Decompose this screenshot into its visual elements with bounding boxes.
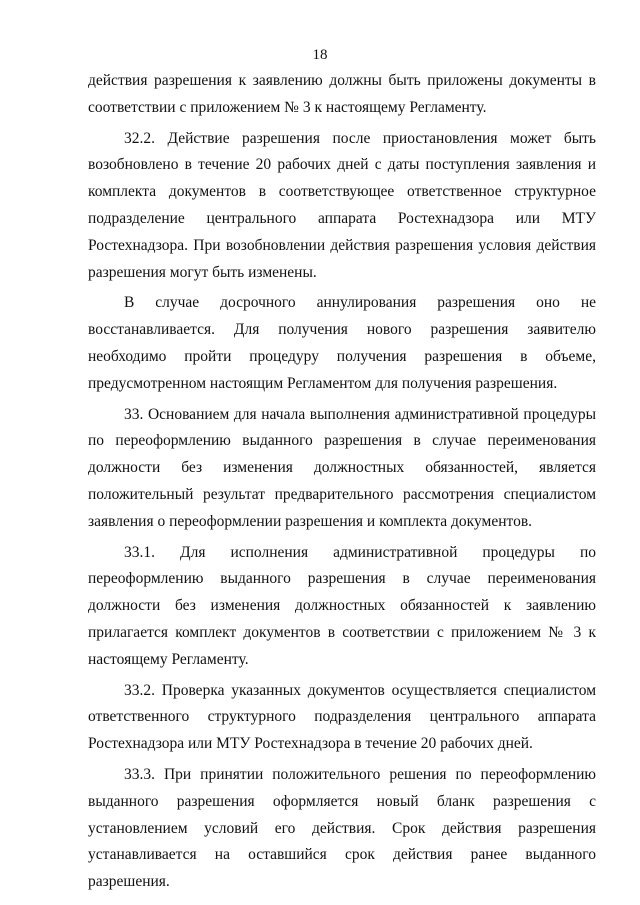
page-number: 18 bbox=[312, 47, 328, 63]
paragraph-33-2: 33.2. Проверка указанных документов осуществляется специалистом ответственного структурного подразделения центрального аппарата Ростехнадзора или МТУ Ростехнадзора в течение 20 рабочих дней. bbox=[88, 681, 596, 753]
document-body bbox=[88, 68, 596, 896]
paragraph-33-3: 33.3. При принятии положительного решения по переоформлению выданного разрешения оформляется новый бланк разрешения с установлением условий его действия. Срок действия разрешения устанавливается на оставшийся срок действия ранее выданного разрешения. bbox=[88, 765, 596, 891]
paragraph-33-1: 33.1. Для исполнения административной процедуры по переоформлению выданного разрешения в случае переименования должности без изменения должностных обязанностей к заявлению прилагается комплект документов в соответствии с приложением № 3 к настоящему Регламенту. bbox=[88, 543, 596, 668]
paragraph-continuation: действия разрешения к заявлению должны быть приложены документы в соответствии с приложением № 3 к настоящему Регламенту. bbox=[88, 72, 596, 116]
paragraph-33: 33. Основанием для начала выполнения административной процедуры по переоформлению выданного разрешения в случае переименования должности без изменения должностных обязанностей, является положительный результат предварительного рассмотрения специалистом заявления о переоформлении разрешения и комплекта документов. bbox=[88, 405, 596, 530]
paragraph-early-cancellation: В случае досрочного аннулирования разрешения оно не восстанавливается. Для получения нового разрешения заявителю необходимо пройти процедуру получения разрешения в объеме, предусмотренном настоящим Регламентом для получения разрешения. bbox=[88, 294, 596, 392]
paragraph-32-2: 32.2. Действие разрешения после приостановления может быть возобновлено в течение 20 рабочих дней с даты поступления заявления и комплекта документов в соответствующее ответственное структурное подразделение центрального аппарата Ростехнадзора или МТУ Ростехнадзора. При возобновлении действия разрешения условия действия разрешения могут быть изменены. bbox=[88, 129, 596, 281]
